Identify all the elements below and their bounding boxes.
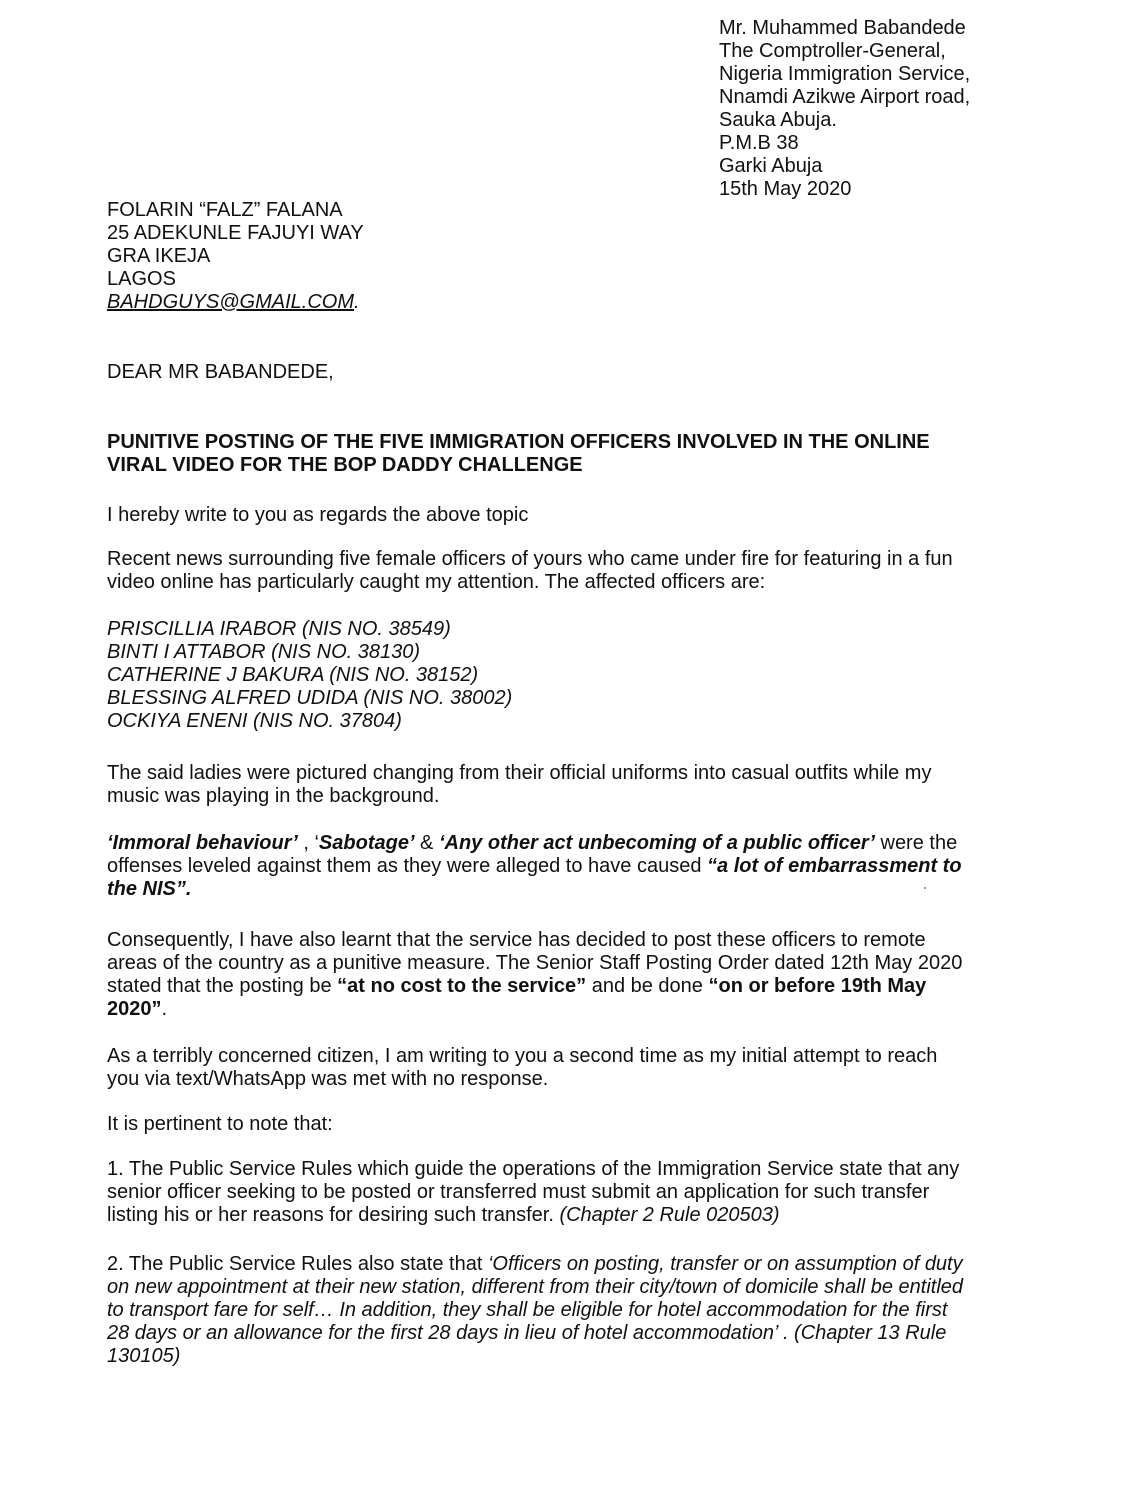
paragraph-line: Consequently, I have also learnt that the service has decided to post these officers to remote: [107, 929, 926, 951]
paragraph-line: Recent news surrounding five female officers of yours who came under fire for featuring in a fun: [107, 548, 953, 570]
paragraph-line: [107, 998, 1027, 1021]
sender-name: FOLARIN “FALZ” FALANA: [107, 199, 343, 221]
paragraph-line: you via text/WhatsApp was met with no response.: [107, 1068, 549, 1090]
officer-item: PRISCILLIA IRABOR (NIS NO. 38549): [107, 618, 451, 640]
paragraph-line: [107, 855, 1027, 878]
paragraph-posting-order: [107, 929, 1027, 1021]
paragraph-pertinent: It is pertinent to note that:: [107, 1113, 333, 1135]
subject-line-2: VIRAL VIDEO FOR THE BOP DADDY CHALLENGE: [107, 454, 583, 476]
deadline-quote: “on or before 19th May: [708, 975, 927, 997]
paragraph-text: stated that the posting be: [107, 975, 338, 997]
stray-dot: [924, 887, 926, 889]
rule-quote-line: 28 days or an allowance for the first 28 days in lieu of hotel accommodation’ . (Chapter 13 Rule: [107, 1322, 947, 1344]
rule-quote-line: on new appointment at their new station, different from their city/town of domicile shall be entitled: [107, 1276, 964, 1298]
recipient-line: Nigeria Immigration Service,: [719, 63, 971, 85]
paragraph-text: 2. The Public Service Rules also state that: [107, 1253, 488, 1275]
email-suffix: .: [354, 291, 360, 313]
officer-item: OCKIYA ENENI (NIS NO. 37804): [107, 710, 402, 732]
officer-item: BLESSING ALFRED UDIDA (NIS NO. 38002): [107, 687, 513, 709]
paragraph-text: listing his or her reasons for desiring such transfer.: [107, 1204, 560, 1226]
paragraph-text: offenses leveled against them as they were alleged to have caused: [107, 855, 708, 877]
embarrassment-quote: “a lot of embarrassment to: [707, 855, 962, 877]
offense-sabotage: Sabotage’: [318, 832, 415, 854]
officer-item: CATHERINE J BAKURA (NIS NO. 38152): [107, 664, 479, 686]
embarrassment-quote-end: the NIS”.: [107, 878, 192, 900]
recipient-address: [719, 17, 1109, 201]
recipient-line: Mr. Muhammed Babandede: [719, 17, 966, 39]
rule-quote: ‘Officers on posting, transfer or on assumption of duty: [487, 1253, 963, 1275]
sender-email-line: [107, 291, 1027, 314]
paragraph-line: [107, 878, 1027, 901]
paragraph-line: [107, 975, 1027, 998]
no-cost-quote: “at no cost to the service”: [337, 975, 587, 997]
paragraph-line: areas of the country as a punitive measure. The Senior Staff Posting Order dated 12th May 2020: [107, 952, 963, 974]
rule-citation: (Chapter 2 Rule 020503): [559, 1204, 780, 1226]
subject-line-1: PUNITIVE POSTING OF THE FIVE IMMIGRATION OFFICERS INVOLVED IN THE ONLINE: [107, 431, 930, 453]
offense-immoral: ‘Immoral behaviour’: [107, 832, 298, 854]
recipient-line: Nnamdi Azikwe Airport road,: [719, 86, 971, 108]
paragraph-line: As a terribly concerned citizen, I am writing to you a second time as my initial attempt to reach: [107, 1045, 938, 1067]
officer-item: BINTI I ATTABOR (NIS NO. 38130): [107, 641, 421, 663]
sender-street: 25 ADEKUNLE FAJUYI WAY: [107, 222, 364, 244]
paragraph-offenses: [107, 832, 1027, 901]
paragraph-text: .: [161, 998, 168, 1020]
paragraph-concern: [107, 1045, 1027, 1091]
letter-date: 15th May 2020: [719, 178, 852, 200]
deadline-quote-end: 2020”: [107, 998, 162, 1020]
sender-address: [107, 199, 1027, 314]
recipient-line: P.M.B 38: [719, 132, 799, 154]
recipient-line: The Comptroller-General,: [719, 40, 946, 62]
recipient-line: Garki Abuja: [719, 155, 823, 177]
salutation: DEAR MR BABANDEDE,: [107, 361, 334, 383]
paragraph-news: [107, 548, 1027, 594]
paragraph-line: 1. The Public Service Rules which guide the operations of the Immigration Service state that any: [107, 1158, 960, 1180]
paragraph-line: [107, 1204, 1027, 1227]
paragraph-video: [107, 762, 1027, 808]
sender-city: LAGOS: [107, 268, 176, 290]
recipient-line: Sauka Abuja.: [719, 109, 837, 131]
paragraph-rule-2: [107, 1253, 1027, 1368]
paragraph-line: music was playing in the background.: [107, 785, 440, 807]
officers-list: [107, 618, 1027, 733]
paragraph-line: [107, 832, 1027, 855]
paragraph-line: [107, 1253, 1027, 1276]
offense-unbecoming: ‘Any other act unbecoming of a public officer’: [438, 832, 875, 854]
separator: , ‘: [297, 832, 319, 854]
rule-quote-line: to transport fare for self… In addition, they shall be eligible for hotel accommodation for the first: [107, 1299, 948, 1321]
paragraph-text: and be done: [586, 975, 709, 997]
paragraph-line: senior officer seeking to be posted or transferred must submit an application for such transfer: [107, 1181, 930, 1203]
paragraph-intro: I hereby write to you as regards the above topic: [107, 504, 529, 526]
paragraph-text: were the: [874, 832, 958, 854]
paragraph-rule-1: [107, 1158, 1027, 1227]
sender-area: GRA IKEJA: [107, 245, 211, 267]
paragraph-line: video online has particularly caught my attention. The affected officers are:: [107, 571, 766, 593]
subject-heading: [107, 431, 1027, 477]
separator: &: [414, 832, 439, 854]
paragraph-line: The said ladies were pictured changing from their official uniforms into casual outfits while my: [107, 762, 932, 784]
sender-email-link[interactable]: BAHDGUYS@GMAIL.COM: [107, 291, 355, 313]
rule-citation: 130105): [107, 1345, 181, 1367]
